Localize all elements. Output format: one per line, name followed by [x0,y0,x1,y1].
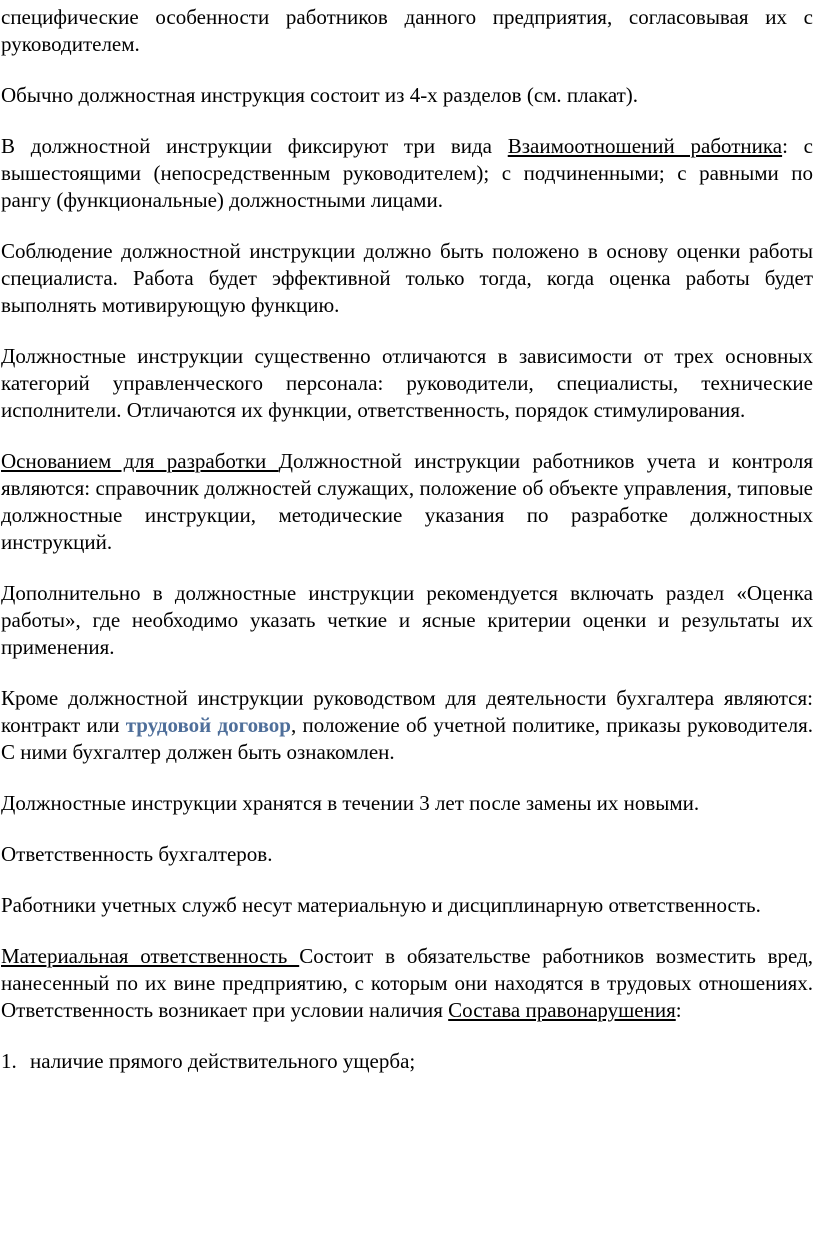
paragraph-text: Ответственность бухгалтеров. [1,842,273,866]
underlined-term-material-responsibility: Материальная ответственность [1,944,300,968]
paragraph-text: В должностной инструкции фиксируют три вида [1,134,508,158]
paragraph-personnel-categories [1,343,813,424]
paragraph-text: Обычно должностная инструкция состоит из 4-х разделов (см. плакат). [1,83,639,107]
paragraph-text: : с вышестоящими (непосредственным руководителем); с подчиненными; с равными по рангу (функциональные) должностными лицами. [1,134,813,212]
paragraph-text: Дополнительно в должностные инструкции рекомендуется включать раздел «Оценка работы», где необходимо указать четкие и ясные критерии оценки и результаты их применения. [1,581,813,659]
paragraph-development-basis [1,448,813,556]
list-item-text: наличие прямого действительного ущерба; [30,1049,416,1073]
underlined-term-offense-composition: Состава правонарушения [448,998,676,1022]
paragraph-text: Должностные инструкции существенно отличаются в зависимости от трех основных категорий управленческого персонала: руководители, специалисты, технические исполнители. Отличаются их функции, ответственность, порядок стимулирования. [1,344,813,422]
paragraph-text: специфические особенности работников данного предприятия, согласовывая их с руководителем. [1,5,813,56]
paragraph-instruction-sections [1,82,813,109]
list-item [1,1048,813,1075]
paragraph-accountant-guidance [1,685,813,766]
paragraph-text: Кроме должностной инструкции руководством для деятельности бухгалтера являются: контракт или [1,686,813,737]
paragraph-relationship-types [1,133,813,214]
paragraph-employee-specifics [1,4,813,58]
paragraph-evaluation-section [1,580,813,661]
paragraph-text: , положение об учетной политике, приказы руководителя. С ними бухгалтер должен быть ознакомлен. [1,713,813,764]
paragraph-text: Работники учетных служб несут материальную и дисциплинарную ответственность. [1,893,761,917]
paragraph-responsibility-types [1,892,813,919]
underlined-term-relationships: Взаимоотношений работника [507,134,783,158]
paragraph-text: Соблюдение должностной инструкции должно быть положено в основу оценки работы специалиста. Работа будет эффективной только тогда, когда оценка работы будет выполнять мотивирующую функцию. [1,239,813,317]
paragraph-storage-period [1,790,813,817]
paragraph-text: Состоит в обязательстве работников возместить вред, нанесенный по их вине предприятию, с которым они находятся в трудовых отношениях. Ответственность возникает при условии наличия [1,944,813,1022]
paragraph-material-responsibility [1,943,813,1024]
paragraph-text: Должностной инструкции работников учета и контроля являются: справочник должностей служащих, положение об объекте управления, типовые должностные инструкции, методические указания по разработке должностных инструкций. [1,449,814,554]
section-heading-accountant-responsibility [1,841,813,868]
underlined-term-development-basis: Основанием для разработки [1,449,279,473]
paragraph-evaluation-basis [1,238,813,319]
paragraph-text: : [675,998,682,1022]
link-employment-contract[interactable]: трудовой договор [125,713,291,737]
paragraph-text: Должностные инструкции хранятся в течении 3 лет после замены их новыми. [1,791,700,815]
list-number: 1. [1,1049,17,1073]
